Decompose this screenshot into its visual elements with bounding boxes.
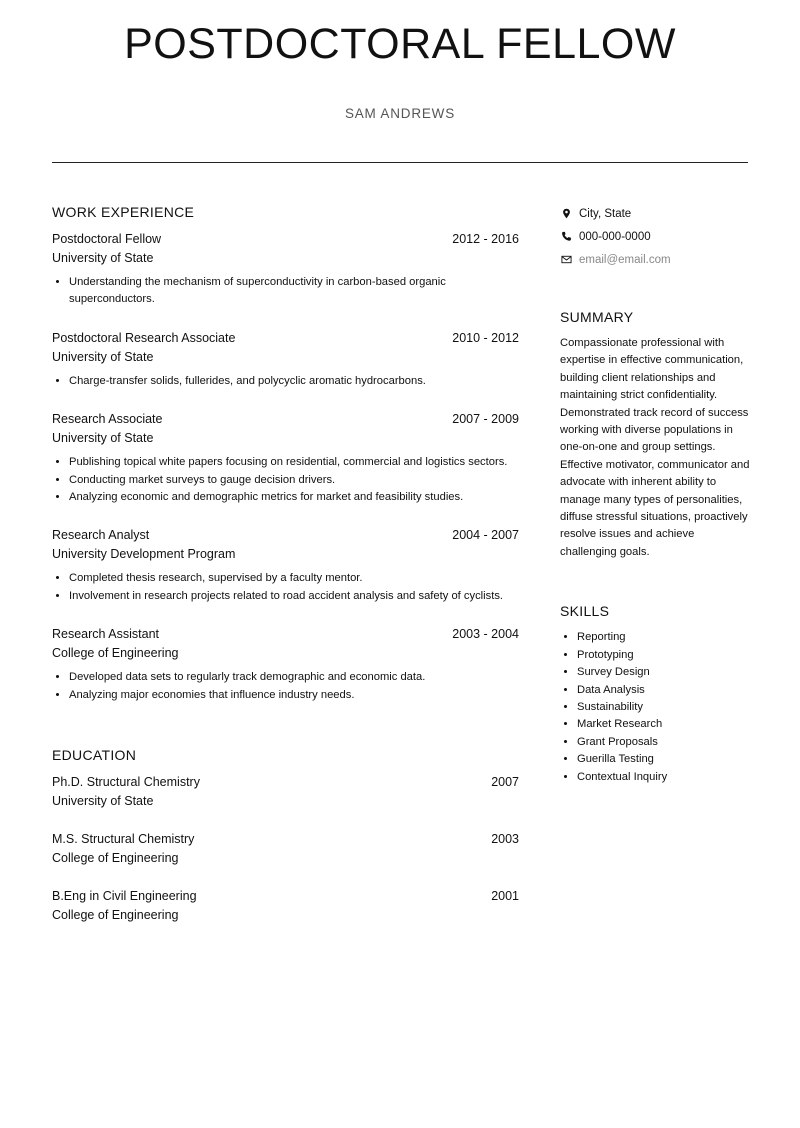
job-header xyxy=(52,410,519,428)
job-title: Postdoctoral Research Associate xyxy=(52,330,236,345)
list-item: • Understanding the mechanism of superconductivity in carbon-based organic superconductors. xyxy=(69,274,519,309)
email-link[interactable]: email@email.com xyxy=(579,253,671,266)
list-item: • Prototyping xyxy=(577,647,750,664)
job-bullets xyxy=(69,454,519,506)
job-dates: 2004 - 2007 xyxy=(452,528,519,543)
degree: Ph.D. Structural Chemistry xyxy=(52,775,200,790)
graduation-year: 2003 xyxy=(491,832,519,847)
candidate-name: SAM ANDREWS xyxy=(344,106,456,121)
job-organization: College of Engineering xyxy=(52,646,179,661)
map-pin-icon xyxy=(561,208,572,219)
location-text: City, State xyxy=(579,207,632,220)
job-title: Postdoctoral Fellow xyxy=(52,232,162,246)
list-item: • Analyzing economic and demographic metrics for market and feasibility studies. xyxy=(69,489,519,506)
list-item: • Reporting xyxy=(577,629,750,646)
job-entry xyxy=(52,230,519,309)
list-item: • Survey Design xyxy=(577,664,750,681)
education-header xyxy=(52,887,519,905)
job-entry xyxy=(52,526,519,605)
summary-heading: SUMMARY xyxy=(560,309,634,325)
job-title: Research Assistant xyxy=(52,627,159,642)
phone-icon xyxy=(561,231,572,242)
education-entry xyxy=(52,830,519,867)
job-header xyxy=(52,526,519,544)
summary-text: Compassionate professional with expertise in effective communication, building client relationships and maintaining strict confidentiality. Demonstrated track record of success working with diverse populations in one-on-one and group settings. Effective motivator, communicator and advocate with inherent ability to manage many types of personalities, diffuse stressful situations, proactively resolve issues and achieve challenging goals. xyxy=(560,337,750,558)
job-dates: 2003 - 2004 xyxy=(452,627,519,642)
list-item: • Market Research xyxy=(577,716,750,733)
list-item: • Data Analysis xyxy=(577,682,750,699)
job-header xyxy=(52,329,519,347)
skills-list xyxy=(577,629,750,786)
job-title: Research Analyst xyxy=(52,528,150,543)
job-dates: 2012 - 2016 xyxy=(452,232,519,246)
job-header xyxy=(52,625,519,643)
list-item: • Sustainability xyxy=(577,699,750,716)
job-organization: University of State xyxy=(52,251,154,265)
list-item: • Charge-transfer solids, fullerides, and polycyclic aromatic hydrocarbons. xyxy=(69,373,519,390)
job-entry xyxy=(52,410,519,506)
list-item: • Completed thesis research, supervised by a faculty mentor. xyxy=(69,570,519,587)
school: University of State xyxy=(52,794,154,809)
graduation-year: 2007 xyxy=(491,775,519,790)
list-item: • Contextual Inquiry xyxy=(577,769,750,786)
work-experience-heading: WORK EXPERIENCE xyxy=(52,204,195,220)
skills-heading: SKILLS xyxy=(560,603,610,620)
degree: B.Eng in Civil Engineering xyxy=(52,889,197,904)
header-divider xyxy=(52,162,748,163)
school: College of Engineering xyxy=(52,851,179,866)
main-column xyxy=(52,204,519,924)
job-bullets xyxy=(69,669,519,704)
list-item: • Conducting market surveys to gauge decision drivers. xyxy=(69,472,519,489)
job-organization: University Development Program xyxy=(52,547,236,562)
contact-location xyxy=(560,202,750,225)
list-item: • Involvement in research projects related to road accident analysis and safety of cyclists. xyxy=(69,588,519,605)
list-item: • Developed data sets to regularly track demographic and economic data. xyxy=(69,669,519,686)
education-heading: EDUCATION xyxy=(52,747,137,764)
education-entry xyxy=(52,773,519,810)
graduation-year: 2001 xyxy=(491,889,519,904)
job-bullets xyxy=(69,274,519,309)
job-bullets xyxy=(69,373,519,390)
education-header xyxy=(52,773,519,791)
sidebar-column xyxy=(560,202,750,786)
page-title: POSTDOCTORAL FELLOW xyxy=(124,20,676,68)
contact-phone xyxy=(560,225,750,248)
job-organization: University of State xyxy=(52,431,154,446)
job-dates: 2010 - 2012 xyxy=(452,330,519,345)
degree: M.S. Structural Chemistry xyxy=(52,832,195,847)
job-organization: University of State xyxy=(52,349,154,364)
education-entry xyxy=(52,887,519,924)
contact-email[interactable] xyxy=(560,248,750,271)
list-item: • Grant Proposals xyxy=(577,734,750,751)
envelope-icon xyxy=(561,254,572,265)
phone-text: 000-000-0000 xyxy=(579,230,651,243)
list-item: • Publishing topical white papers focusing on residential, commercial and logistics sectors. xyxy=(69,454,519,471)
job-dates: 2007 - 2009 xyxy=(452,412,519,427)
job-entry xyxy=(52,625,519,704)
school: College of Engineering xyxy=(52,908,179,923)
list-item: • Analyzing major economies that influence industry needs. xyxy=(69,687,519,704)
job-header xyxy=(52,230,519,248)
job-entry xyxy=(52,329,519,390)
education-header xyxy=(52,830,519,848)
job-title: Research Associate xyxy=(52,412,163,427)
list-item: • Guerilla Testing xyxy=(577,751,750,768)
job-bullets xyxy=(69,570,519,605)
